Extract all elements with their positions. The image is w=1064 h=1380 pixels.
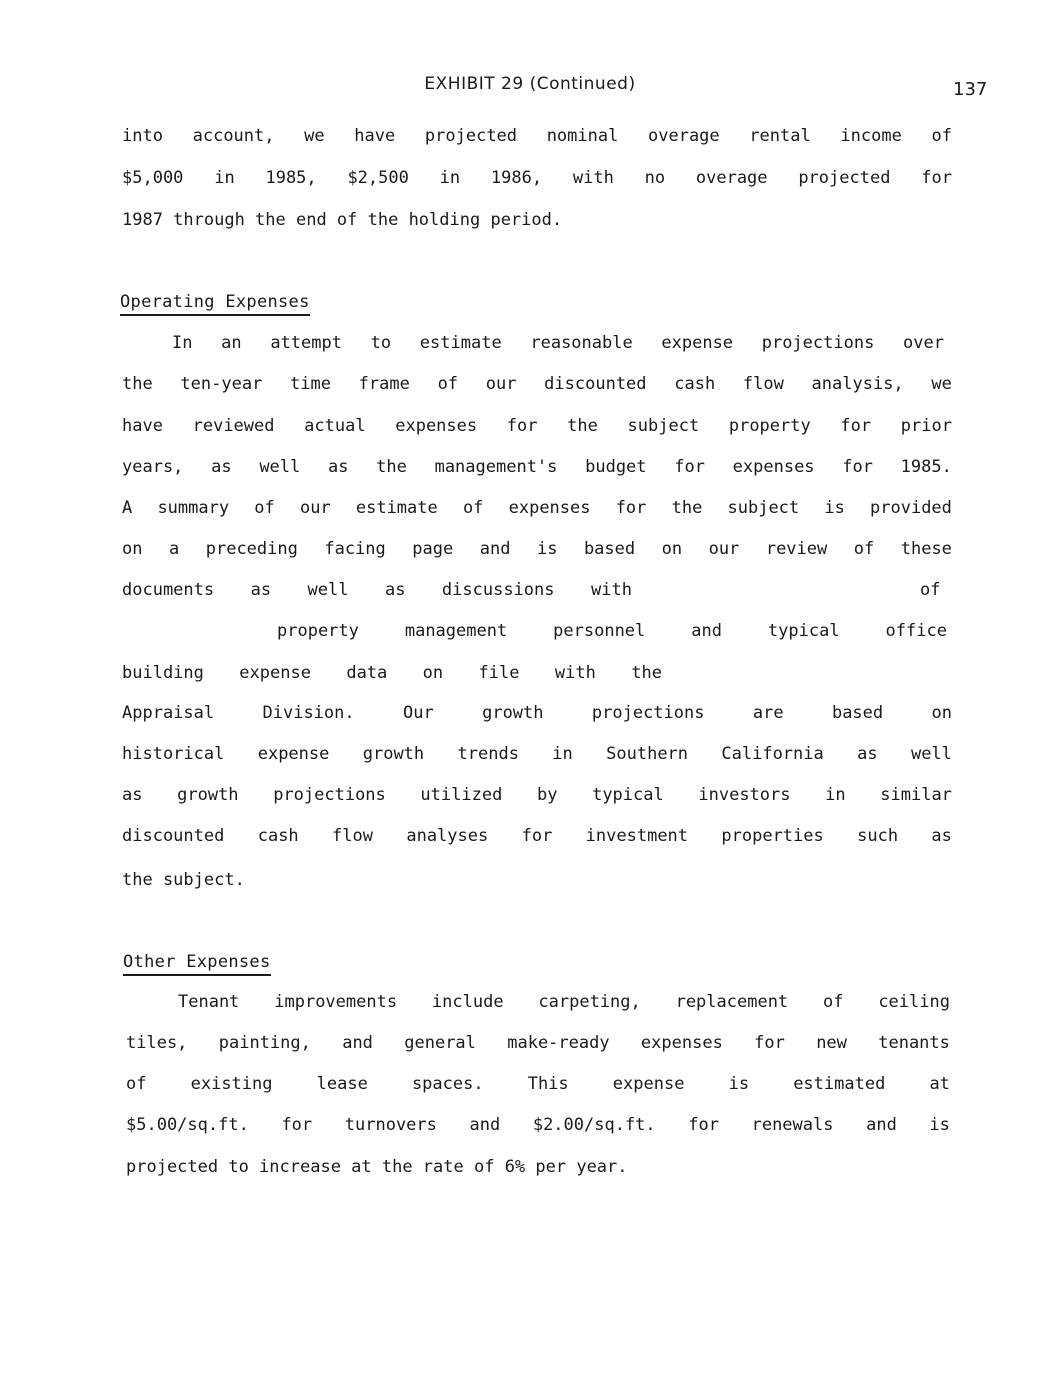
word: our	[485, 374, 517, 394]
word: Southern	[606, 744, 689, 764]
word: the	[631, 663, 662, 683]
word: well	[910, 744, 952, 764]
word: in	[214, 168, 235, 188]
word: projections	[761, 333, 875, 353]
word: attempt	[270, 333, 342, 353]
word: over	[902, 333, 944, 353]
word: expense	[239, 663, 311, 683]
word: expenses	[395, 416, 478, 436]
word: these	[900, 539, 952, 559]
word: personnel	[553, 621, 646, 641]
word: projections	[591, 703, 705, 723]
word: of	[823, 992, 844, 1012]
word: overage	[695, 168, 768, 188]
word: of	[254, 498, 275, 518]
word: projections	[273, 785, 386, 805]
word: in	[552, 744, 573, 764]
word: projected	[798, 168, 891, 188]
operating-line-7	[122, 580, 632, 606]
word: $2,500	[347, 168, 409, 188]
word: as	[327, 457, 349, 477]
word: ten-year	[180, 374, 263, 394]
word: time	[290, 374, 331, 394]
word: turnovers	[344, 1115, 437, 1135]
word: based	[831, 703, 884, 723]
word: office	[885, 621, 947, 641]
word: property	[728, 416, 811, 436]
word: data	[346, 663, 388, 683]
word: prior	[900, 416, 952, 436]
word: A	[122, 498, 133, 518]
word: 1985.	[900, 457, 952, 477]
operating-line-8	[277, 621, 947, 647]
exhibit-header: EXHIBIT 29 (Continued)	[424, 74, 636, 94]
word: trends	[457, 744, 519, 764]
word: historical	[122, 744, 225, 764]
word: $5.00/sq.ft.	[126, 1115, 249, 1135]
word: as	[250, 580, 272, 600]
word: 1985,	[265, 168, 317, 188]
word: for	[840, 416, 872, 436]
word: tiles,	[126, 1033, 188, 1053]
word: expenses	[508, 498, 591, 518]
operating-line-3	[122, 416, 952, 442]
operating-line-9	[122, 663, 662, 689]
word: and	[342, 1033, 373, 1053]
word: of	[853, 539, 875, 559]
word: typical	[592, 785, 664, 805]
word: new	[816, 1033, 847, 1053]
word: have	[122, 416, 163, 436]
word: at	[929, 1074, 950, 1094]
word: This	[527, 1074, 569, 1094]
word: with	[572, 168, 614, 188]
word: projected	[424, 126, 518, 146]
word: page	[412, 539, 454, 559]
word: In	[172, 333, 193, 353]
word: and	[469, 1115, 501, 1135]
word: for	[842, 457, 873, 477]
word: for	[674, 457, 705, 477]
word: our	[299, 498, 331, 518]
word: expenses	[640, 1033, 723, 1053]
word: and	[479, 539, 511, 559]
word: painting,	[218, 1033, 311, 1053]
word: to	[370, 333, 392, 353]
word: account,	[192, 126, 275, 146]
other-line-2	[126, 1033, 950, 1059]
word: is	[929, 1115, 950, 1135]
word: lease	[316, 1074, 368, 1094]
word: Division.	[262, 703, 355, 723]
word: documents	[122, 580, 215, 600]
word: spaces.	[411, 1074, 484, 1094]
word: with	[590, 580, 632, 600]
operating-expenses-heading: Operating Expenses	[120, 292, 310, 316]
operating-line-11	[122, 744, 952, 770]
word: for	[281, 1115, 313, 1135]
operating-line-2	[122, 374, 952, 400]
word: as	[857, 744, 878, 764]
word: with	[554, 663, 596, 683]
word: investors	[698, 785, 791, 805]
word: nominal	[546, 126, 619, 146]
word: preceding	[205, 539, 298, 559]
word: for	[921, 168, 952, 188]
word: Appraisal	[122, 703, 215, 723]
word: ceiling	[878, 992, 950, 1012]
word: on	[931, 703, 952, 723]
word: is	[536, 539, 558, 559]
word: the	[567, 416, 598, 436]
word: tenants	[878, 1033, 950, 1053]
word: a	[168, 539, 180, 559]
operating-line-12	[122, 785, 952, 811]
operating-line-10	[122, 703, 952, 729]
word: we	[304, 126, 325, 146]
word: 1986,	[490, 168, 543, 188]
word: of	[462, 498, 484, 518]
other-line-1	[178, 992, 950, 1018]
word: for	[754, 1033, 785, 1053]
word: no	[644, 168, 666, 188]
word: expense	[257, 744, 330, 764]
word: discounted	[544, 374, 647, 394]
word: actual	[304, 416, 366, 436]
operating-line-4	[122, 457, 952, 483]
word: flow	[332, 826, 373, 846]
word: flow	[742, 374, 784, 394]
word: of	[931, 126, 952, 146]
word: as	[931, 826, 952, 846]
operating-line-6	[122, 539, 952, 565]
word: by	[536, 785, 558, 805]
word: overage	[648, 126, 720, 146]
word: we	[931, 374, 952, 394]
word: management	[404, 621, 508, 641]
word: $5,000	[122, 168, 184, 188]
word: on	[422, 663, 444, 683]
word: property	[277, 621, 359, 641]
word: frame	[358, 374, 410, 394]
word: file	[478, 663, 520, 683]
word: facing	[324, 539, 386, 559]
word: and	[691, 621, 722, 641]
word: growth	[362, 744, 425, 764]
word: include	[431, 992, 504, 1012]
operating-line-5	[122, 498, 952, 524]
word: for	[615, 498, 647, 518]
operating-line-1	[172, 333, 944, 359]
word: properties	[721, 826, 824, 846]
word: as	[211, 457, 232, 477]
word: estimate	[355, 498, 438, 518]
intro-line-2	[122, 168, 952, 194]
word: and	[866, 1115, 897, 1135]
intro-line-3: 1987 through the end of the holding period.	[122, 210, 563, 230]
word: well	[259, 457, 301, 477]
word: years,	[122, 457, 184, 477]
word: general	[404, 1033, 476, 1053]
word: of	[437, 374, 459, 394]
word: expense	[612, 1074, 685, 1094]
word: have	[354, 126, 396, 146]
word: on	[122, 539, 143, 559]
word: cash	[257, 826, 299, 846]
intro-line-1	[122, 126, 952, 152]
word: rental	[749, 126, 811, 146]
word: analysis,	[811, 374, 904, 394]
word: in	[825, 785, 846, 805]
word: review	[765, 539, 828, 559]
word: building	[122, 663, 204, 683]
word: typical	[767, 621, 840, 641]
word: growth	[177, 785, 239, 805]
word: income	[840, 126, 902, 146]
word: improvements	[274, 992, 398, 1012]
word: growth	[482, 703, 544, 723]
word: expense	[661, 333, 734, 353]
word: analyses	[406, 826, 489, 846]
word: discussions	[441, 580, 555, 600]
word: estimate	[419, 333, 502, 353]
word: the	[671, 498, 703, 518]
operating-line-13	[122, 826, 952, 852]
word: our	[708, 539, 740, 559]
operating-line-7-tail: of	[920, 580, 941, 600]
word: investment	[585, 826, 689, 846]
word: expenses	[732, 457, 815, 477]
word: as	[122, 785, 143, 805]
word: estimated	[793, 1074, 886, 1094]
word: utilized	[420, 785, 503, 805]
word: replacement	[675, 992, 789, 1012]
word: $2.00/sq.ft.	[532, 1115, 656, 1135]
word: as	[384, 580, 406, 600]
word: make-ready	[507, 1033, 610, 1053]
word: for	[688, 1115, 719, 1135]
word: existing	[190, 1074, 273, 1094]
other-expenses-heading: Other Expenses	[123, 952, 271, 976]
word: well	[307, 580, 349, 600]
word: is	[824, 498, 845, 518]
word: cash	[674, 374, 716, 394]
word: carpeting,	[538, 992, 641, 1012]
word: similar	[880, 785, 952, 805]
word: for	[521, 826, 553, 846]
word: subject	[627, 416, 700, 436]
word: Tenant	[178, 992, 240, 1012]
word: such	[857, 826, 899, 846]
word: of	[126, 1074, 147, 1094]
word: renewals	[751, 1115, 834, 1135]
word: into	[122, 126, 163, 146]
word: budget	[585, 457, 647, 477]
word: in	[439, 168, 461, 188]
word: based	[583, 539, 636, 559]
word: is	[728, 1074, 750, 1094]
word: an	[221, 333, 242, 353]
word: on	[661, 539, 683, 559]
word: summary	[157, 498, 230, 518]
other-line-5: projected to increase at the rate of 6% per year.	[126, 1157, 628, 1177]
word: Our	[403, 703, 434, 723]
other-line-3	[126, 1074, 950, 1100]
word: the	[376, 457, 407, 477]
word: reviewed	[192, 416, 275, 436]
word: the	[122, 374, 153, 394]
word: are	[752, 703, 784, 723]
word: provided	[870, 498, 952, 518]
other-line-4	[126, 1115, 950, 1141]
page-number: 137	[953, 79, 988, 100]
word: discounted	[122, 826, 225, 846]
word: management's	[434, 457, 558, 477]
word: subject	[727, 498, 800, 518]
word: reasonable	[530, 333, 633, 353]
word: California	[721, 744, 824, 764]
operating-line-14: the subject.	[122, 870, 245, 890]
word: for	[506, 416, 538, 436]
